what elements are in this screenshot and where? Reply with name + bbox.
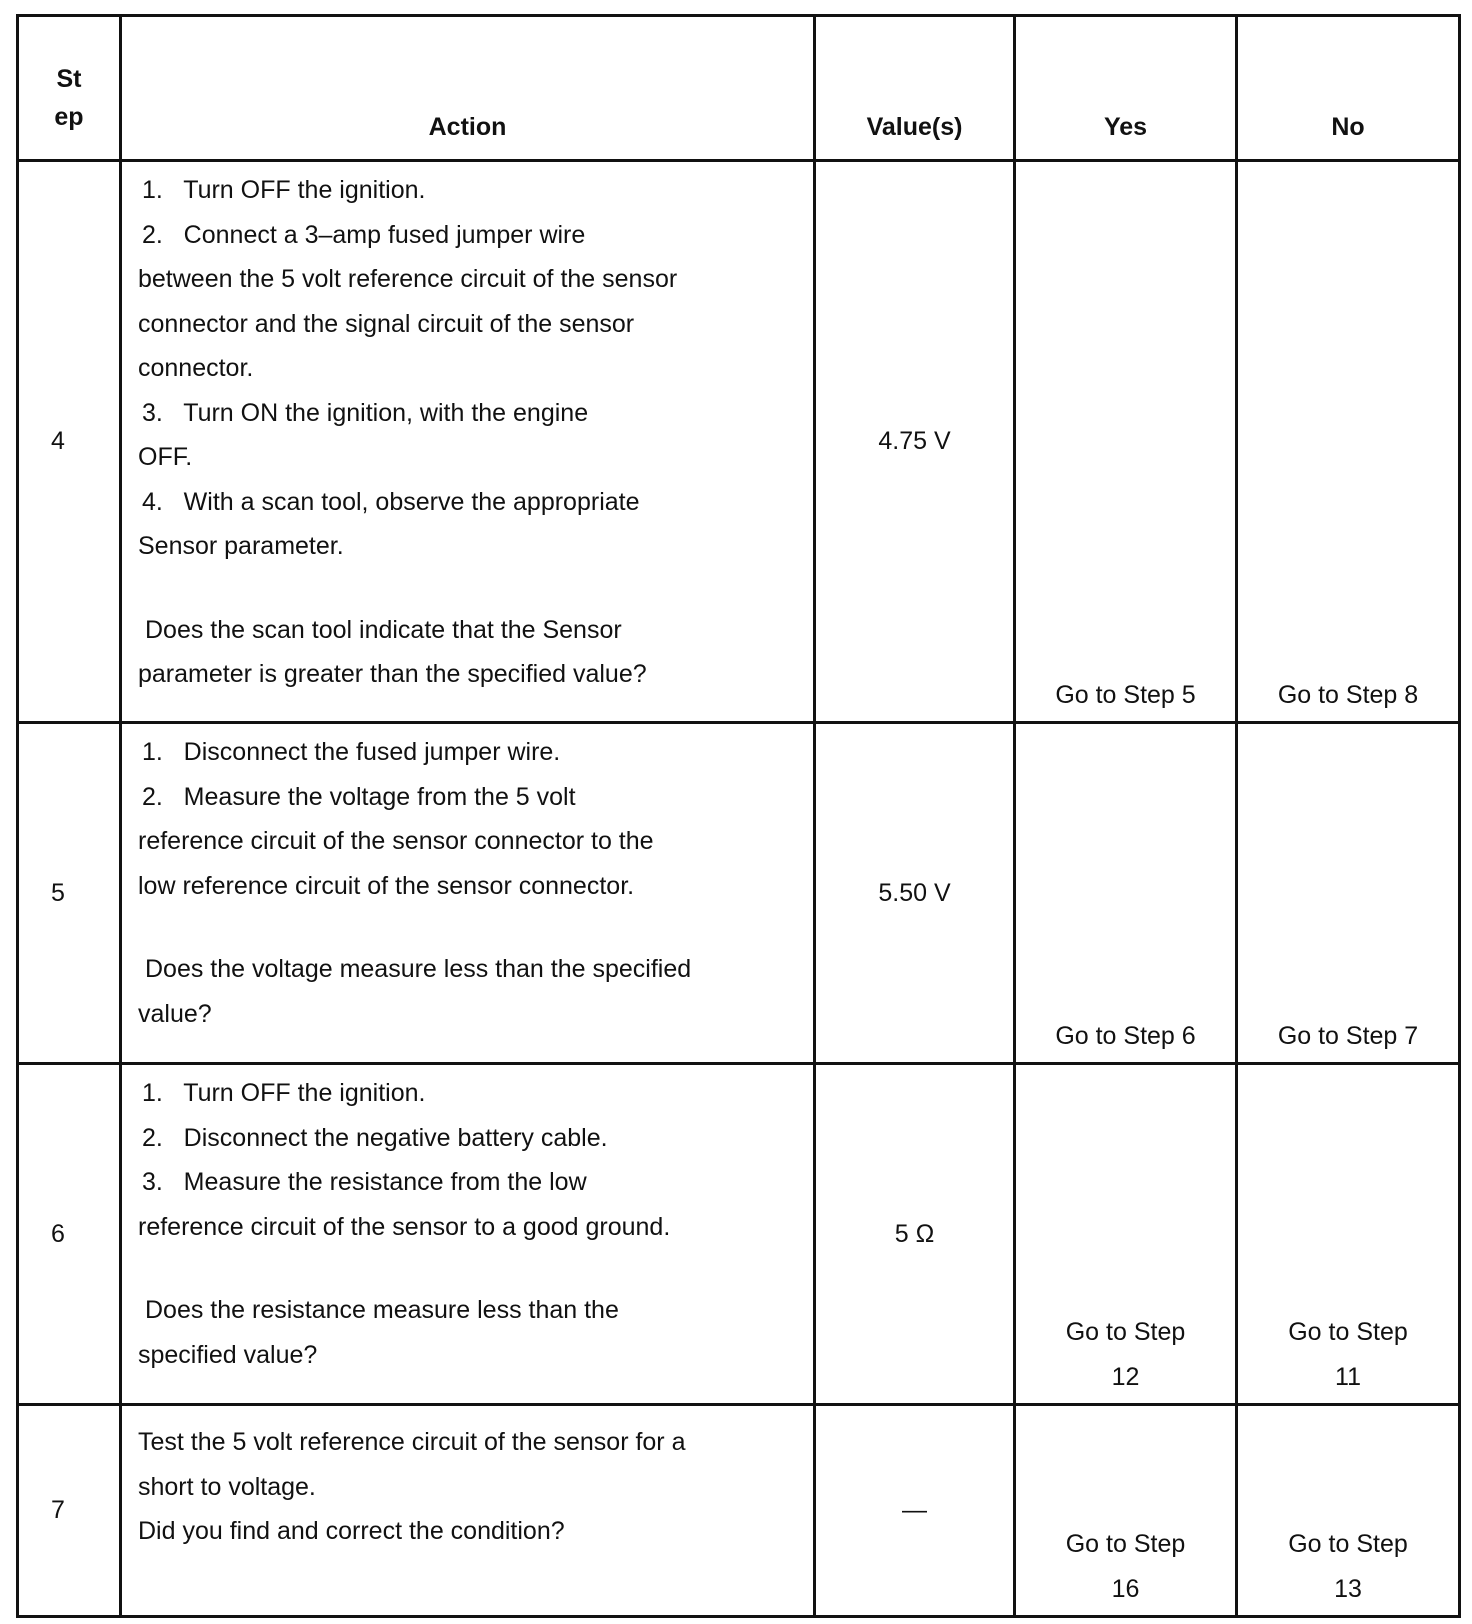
action-line: Sensor parameter.	[138, 532, 344, 560]
question-line: Does the resistance measure less than the	[145, 1296, 619, 1324]
header-step-line-1: St	[56, 65, 82, 93]
no-cell: Go to Step 7	[1237, 723, 1460, 1064]
question-line: value?	[138, 999, 212, 1028]
action-line: OFF.	[138, 443, 193, 471]
yes-line: 16	[1111, 1574, 1140, 1603]
value-cell: 5 Ω	[815, 1064, 1015, 1405]
step-number: 5	[18, 723, 121, 1064]
no-cell	[1237, 1405, 1460, 1617]
no-cell: Go to Step 8	[1237, 161, 1460, 723]
yes-cell: Go to Step 6	[1015, 723, 1237, 1064]
action-line: Test the 5 volt reference circuit of the sensor for a	[138, 1428, 686, 1456]
action-line: 4. With a scan tool, observe the appropriate	[142, 487, 640, 516]
action-line: between the 5 volt reference circuit of the sensor	[138, 265, 678, 293]
step-number: 6	[18, 1064, 121, 1405]
header-yes: Yes	[1015, 16, 1237, 161]
step-number: 7	[18, 1405, 121, 1617]
header-no: No	[1237, 16, 1460, 161]
no-line: Go to Step	[1288, 1530, 1408, 1558]
action-line: 2. Measure the voltage from the 5 volt	[142, 782, 576, 811]
action-line: low reference circuit of the sensor connector.	[138, 871, 635, 900]
diagnostic-table	[16, 14, 1461, 1618]
action-cell	[121, 1064, 815, 1405]
no-line: 13	[1334, 1574, 1362, 1603]
action-cell	[121, 1405, 815, 1617]
header-step-line-2: ep	[54, 103, 84, 131]
header-values: Value(s)	[815, 16, 1015, 161]
spacer	[138, 569, 803, 608]
table-row	[18, 723, 1460, 1064]
header-row	[18, 16, 1460, 161]
action-line: 3. Turn ON the ignition, with the engine	[142, 398, 589, 427]
action-line: 3. Measure the resistance from the low	[142, 1168, 587, 1196]
spacer	[138, 908, 803, 947]
no-cell	[1237, 1064, 1460, 1405]
question-line: parameter is greater than the specified value?	[138, 660, 647, 688]
table-row	[18, 1064, 1460, 1405]
yes-cell	[1015, 1064, 1237, 1405]
yes-line: Go to Step	[1065, 1318, 1186, 1346]
spacer	[138, 1249, 803, 1288]
question-line: Does the scan tool indicate that the Sensor	[145, 615, 622, 644]
value-cell: 5.50 V	[815, 723, 1015, 1064]
action-line: reference circuit of the sensor to a good ground.	[138, 1212, 671, 1241]
step-number: 4	[18, 161, 121, 723]
question-line: Does the voltage measure less than the specified	[145, 955, 692, 983]
header-action: Action	[121, 16, 815, 161]
table-row	[18, 1405, 1460, 1617]
value-cell: —	[815, 1405, 1015, 1617]
header-step	[18, 16, 121, 161]
action-line: connector and the signal circuit of the sensor	[138, 309, 635, 338]
yes-cell	[1015, 1405, 1237, 1617]
yes-line: 12	[1111, 1362, 1140, 1391]
value-cell: 4.75 V	[815, 161, 1015, 723]
question-line: specified value?	[138, 1340, 318, 1369]
yes-cell: Go to Step 5	[1015, 161, 1237, 723]
action-cell	[121, 723, 815, 1064]
action-line: reference circuit of the sensor connector to the	[138, 827, 654, 855]
action-line: 1. Turn OFF the ignition.	[142, 176, 426, 204]
action-line: short to voltage.	[138, 1472, 316, 1501]
action-line: Did you find and correct the condition?	[138, 1517, 565, 1545]
action-cell	[121, 161, 815, 723]
no-line: Go to Step	[1288, 1318, 1408, 1346]
yes-line: Go to Step	[1065, 1530, 1186, 1558]
no-line: 11	[1335, 1362, 1361, 1391]
table-row	[18, 161, 1460, 723]
action-line: connector.	[138, 354, 254, 382]
action-line: 1. Turn OFF the ignition.	[142, 1079, 426, 1107]
action-line: 1. Disconnect the fused jumper wire.	[142, 738, 561, 766]
action-line: 2. Disconnect the negative battery cable.	[142, 1123, 608, 1152]
action-line: 2. Connect a 3–amp fused jumper wire	[142, 220, 586, 249]
